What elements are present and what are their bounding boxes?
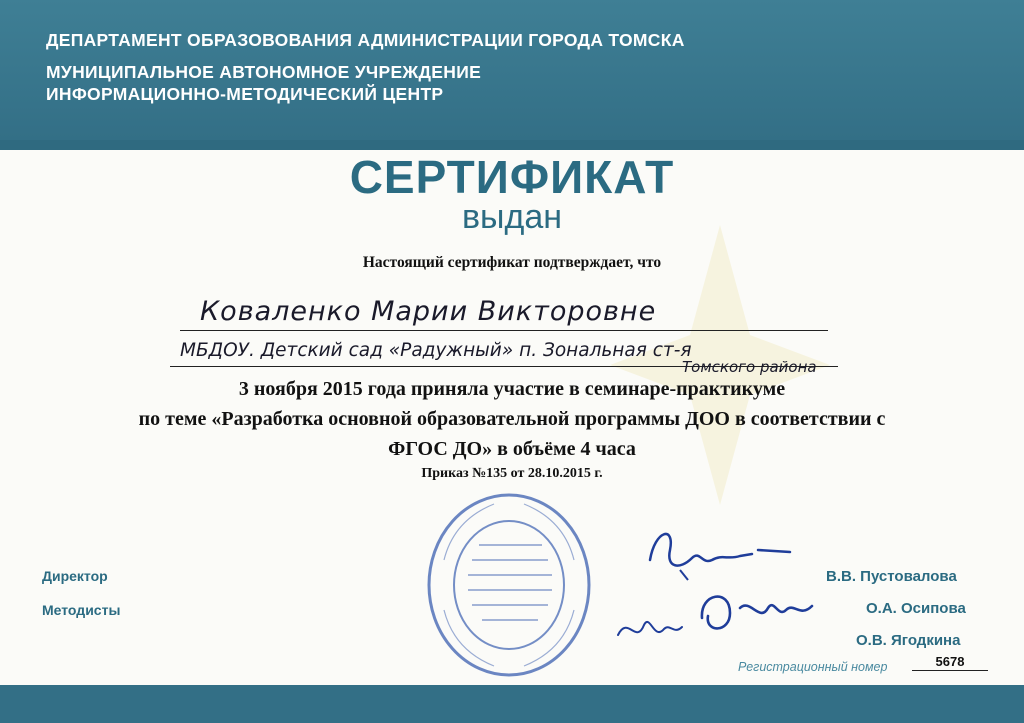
topic-line-end: ФГОС ДО» в объёме 4 часа <box>388 438 636 460</box>
topic-line: по теме «Разработка основной образовательной программы ДОО в соответствии с <box>138 408 886 430</box>
certificate-title: СЕРТИФИКАТ <box>349 151 675 203</box>
order-reference: Приказ №135 от 28.10.2015 г. <box>421 466 603 481</box>
organization-continuation: Томского района <box>682 358 817 376</box>
participation-line: 3 ноября 2015 года приняла участие в семинаре-практикуме <box>238 378 786 400</box>
official-stamp <box>424 490 594 680</box>
organization-name: МБДОУ. Детский сад «Радужный» п. Зональная ст-я <box>180 340 692 361</box>
registration-number: 5678 <box>912 654 988 671</box>
director-label: Директор <box>42 568 108 584</box>
header-stripe <box>0 140 1024 150</box>
header-department: ДЕПАРТАМЕНТ ОБРАЗОВОВАНИЯ АДМИНИСТРАЦИИ ГОРОДА ТОМСКА <box>46 30 685 50</box>
certificate-subtitle: выдан <box>461 198 563 236</box>
header-institution-line2: ИНФОРМАЦИОННО-МЕТОДИЧЕСКИЙ ЦЕНТР <box>46 84 444 104</box>
certificate-intro: Настоящий сертификат подтверждает, что <box>362 254 662 271</box>
recipient-underline <box>180 330 828 331</box>
header-band <box>0 0 1024 140</box>
methodist2-signature <box>610 605 690 655</box>
registration-label: Регистрационный номер <box>738 660 888 674</box>
footer-band <box>0 685 1024 723</box>
methodist1-signature <box>690 578 830 648</box>
methodists-label: Методисты <box>42 602 121 618</box>
director-name: В.В. Пустовалова <box>826 568 957 585</box>
recipient-name: Коваленко Марии Викторовне <box>200 296 657 327</box>
methodist2-name: О.В. Ягодкина <box>856 632 961 649</box>
header-institution-line1: МУНИЦИПАЛЬНОЕ АВТОНОМНОЕ УЧРЕЖДЕНИЕ <box>46 62 482 82</box>
methodist1-name: О.А. Осипова <box>866 600 966 617</box>
